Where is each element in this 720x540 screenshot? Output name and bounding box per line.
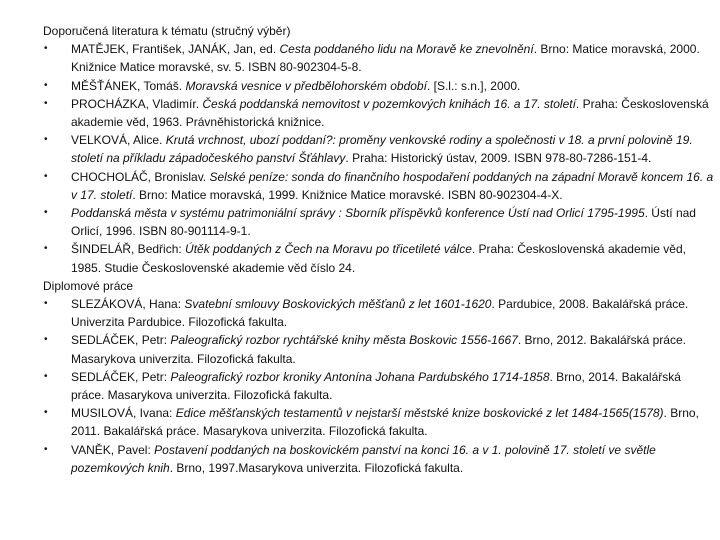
thesis-item-text: SEDLÁČEK, Petr: Paleografický rozbor kroniky Antonína Johana Pardubského 1714-1858. Brno, 2014. Bakalářská práce. Masarykova univerzita. Filozofická fakulta. [71,369,681,403]
thesis-item-title: Postavení poddaných na boskovickém panství na konci 16. a v 1. polovině 17. století ve světle pozemkových knih [71,442,656,475]
literature-item-title: Cesta poddaného lidu na Moravě ke znevolnění [279,42,534,57]
literature-item-title: Česká poddanská nemovitost v pozemkových knihách 16. a 17. století [202,96,576,111]
thesis-item [43,441,715,477]
literature-item [43,40,715,76]
thesis-item-title: Edice měšťanských testamentů v nejstarší městské knize boskovické z let 1484-1565(1578) [175,406,664,421]
literature-item [43,95,715,131]
literature-item-title: Poddanská města v systému patrimoniální správy : Sborník příspěvků konference Ústí nad Orlicí 1795-1995 [71,206,645,221]
thesis-item-text: VANĚK, Pavel: Postavení poddaných na boskovickém panství na konci 16. a v 1. polovině 17. století ve světle pozemkových knih. Brno, 1997.Masarykova univerzita. Filozofická fakulta. [71,442,656,475]
literature-item-text: Poddanská města v systému patrimoniální správy : Sborník příspěvků konference Ústí nad Orlicí 1795-1995. Ústí nad Orlicí, 1996. ISBN 80-901114-9-1. [71,206,696,239]
bullet-icon: • [44,243,48,255]
literature-item-title: Moravská vesnice v předbělohorském období [185,78,427,93]
literature-item [43,168,715,204]
bullet-icon: • [44,370,48,382]
literature-item [43,204,715,240]
theses-heading: Diplomové práce [43,278,134,293]
literature-item [43,131,715,167]
literature-item [43,240,715,276]
thesis-item-text: SLEZÁKOVÁ, Hana: Svatební smlouvy Boskovických měšťanů z let 1601-1620. Pardubice, 2008. Bakalářská práce. Univerzita Pardubice. Filozofická fakulta. [71,297,689,330]
thesis-item-title: Svatební smlouvy Boskovických měšťanů z let 1601-1620 [184,297,492,312]
thesis-item [43,368,715,404]
bullet-icon: • [44,79,48,91]
bullet-icon: • [44,407,48,419]
bullet-icon: • [44,443,48,455]
literature-item-title: Útěk poddaných z Čech na Moravu po třicetileté válce [185,242,472,257]
literature-item-text: PROCHÁZKA, Vladimír. Česká poddanská nemovitost v pozemkových knihách 16. a 17. století. Praha: Československá akademie věd, 1963. Právněhistorická knižnice. [71,96,709,129]
thesis-item-text: SEDLÁČEK, Petr: Paleografický rozbor rychtářské knihy města Boskovic 1556-1667. Brno, 2012. Bakalářská práce. Masarykova univerzita. Filozofická fakulta. [71,333,686,366]
thesis-item-title: Paleografický rozbor kroniky Antonína Johana Pardubského 1714-1858 [170,369,550,384]
literature-item-title: Krutá vrchnost, ubozí poddaní?: proměny venkovské rodiny a společnosti v 18. a první polovině 19. století na příkladu západočeského panství Šťáhlavy [71,133,693,166]
literature-item [43,77,715,95]
bullet-icon: • [44,298,48,310]
thesis-item-title: Paleografický rozbor rychtářské knihy města Boskovic 1556-1667 [170,333,518,348]
thesis-item [43,404,715,440]
bullet-icon: • [44,207,48,219]
bullet-icon: • [44,43,48,55]
literature-item-text: VELKOVÁ, Alice. Krutá vrchnost, ubozí poddaní?: proměny venkovské rodiny a společnosti v 18. a první polovině 19. století na příkladu západočeského panství Šťáhlavy. Praha: Historický ústav, 2009. ISBN 978-80-7286-151-4. [71,133,693,166]
bullet-icon: • [44,134,48,146]
bullet-icon: • [44,97,48,109]
bullet-icon: • [44,334,48,346]
literature-item-text: ŠINDELÁŘ, Bedřich: Útěk poddaných z Čech na Moravu po třicetileté válce. Praha: Československá akademie věd, 1985. Studie Československé akademie věd číslo 24. [71,242,686,275]
thesis-item [43,295,715,331]
literature-item-text: MĚŠŤÁNEK, Tomáš. Moravská vesnice v předbělohorském období. [S.l.: s.n.], 2000. [71,78,521,93]
bullet-icon: • [44,170,48,182]
thesis-item [43,331,715,367]
document-page [43,22,715,477]
thesis-item-text: MUSILOVÁ, Ivana: Edice měšťanských testamentů v nejstarší městské knize boskovické z let 1484-1565(1578). Brno, 2011. Bakalářská práce. Masarykova univerzita. Filozofická fakulta. [71,406,699,439]
literature-item-text: CHOCHOLÁČ, Bronislav. Selské peníze: sonda do finančního hospodaření poddaných na západní Moravě koncem 16. a v 17. století. Brno: Matice moravská, 1999. Knižnice Matice moravské. ISBN 80-902304-4-X. [71,169,714,202]
literature-item-text: MATĚJEK, František, JANÁK, Jan, ed. Cesta poddaného lidu na Moravě ke znevolnění. Brno: Matice moravská, 2000. Knižnice Matice moravské, sv. 5. ISBN 80-902304-5-8. [71,42,700,75]
literature-item-title: Selské peníze: sonda do finančního hospodaření poddaných na západní Moravě koncem 16. a v 17. století [71,169,714,202]
literature-heading: Doporučená literatura k tématu (stručný výběr) [43,24,291,38]
